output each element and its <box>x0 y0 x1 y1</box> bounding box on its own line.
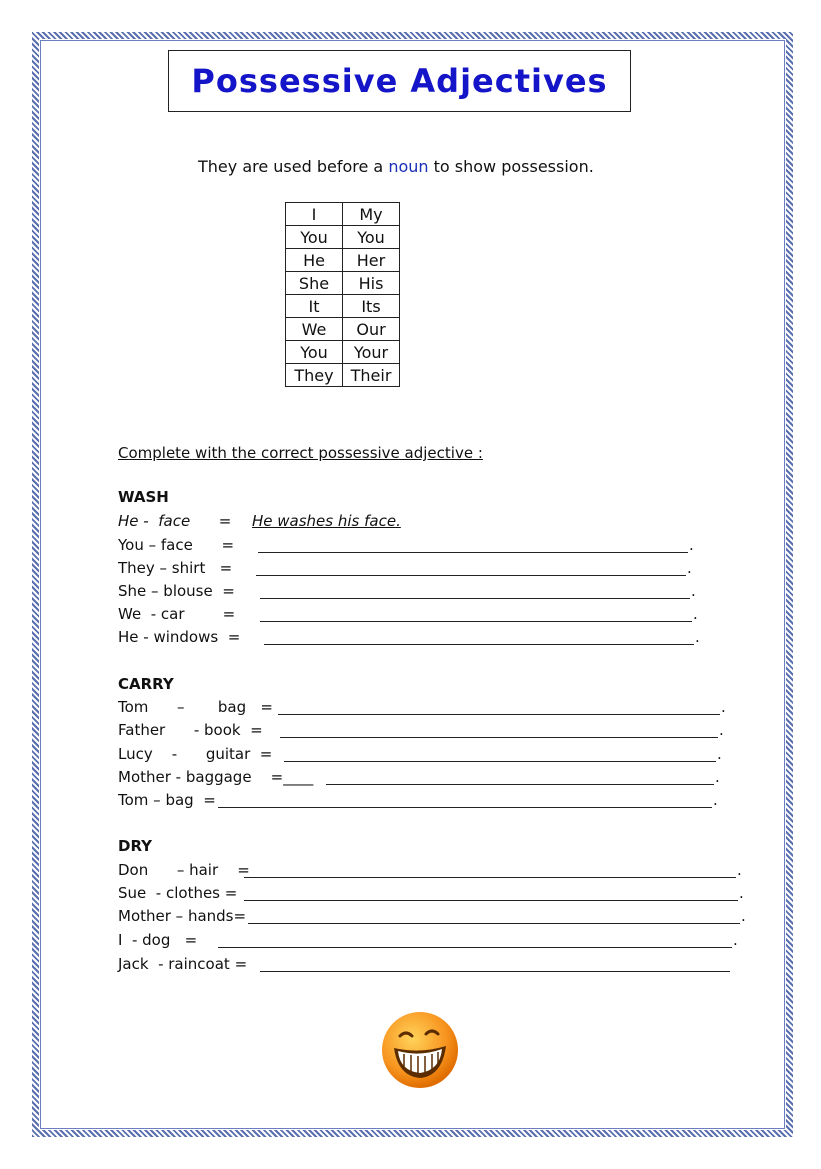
answer-line[interactable] <box>244 900 738 901</box>
exercise-prompt: Tom – bag = <box>118 698 273 716</box>
exercise-prompt: Sue - clothes = <box>118 884 238 902</box>
example-answer: He washes his face. <box>252 512 401 530</box>
table-row <box>286 364 400 387</box>
answer-line[interactable] <box>258 552 688 553</box>
table-row <box>286 272 400 295</box>
table-row <box>286 226 400 249</box>
answer-line[interactable] <box>326 784 714 785</box>
answer-line[interactable] <box>218 947 732 948</box>
exercise-prompt: He - windows = <box>118 628 241 646</box>
answer-line[interactable] <box>256 575 686 576</box>
table-cell: You <box>343 226 400 249</box>
table-cell: I <box>286 203 343 226</box>
answer-line[interactable] <box>264 644 694 645</box>
table-cell: She <box>286 272 343 295</box>
answer-line[interactable] <box>248 923 740 924</box>
title-box <box>168 50 631 112</box>
exercise-prompt: They – shirt = <box>118 559 233 577</box>
section-heading-dry: DRY <box>118 837 153 855</box>
exercise-prompt: Tom – bag = <box>118 791 216 809</box>
answer-line[interactable] <box>260 621 692 622</box>
section-heading-wash: WASH <box>118 488 169 506</box>
intro-after: to show possession. <box>428 157 594 176</box>
answer-line[interactable] <box>218 807 712 808</box>
answer-line[interactable] <box>260 598 690 599</box>
table-cell: Her <box>343 249 400 272</box>
grinning-face-icon <box>380 1010 460 1090</box>
table-row <box>286 249 400 272</box>
table-cell: It <box>286 295 343 318</box>
table-cell: He <box>286 249 343 272</box>
exercise-prompt: Mother - baggage =____ <box>118 768 314 786</box>
exercise-prompt: Father - book = <box>118 721 263 739</box>
section-heading-carry: CARRY <box>118 675 174 693</box>
table-cell: My <box>343 203 400 226</box>
exercise-prompt: Mother – hands= <box>118 907 247 925</box>
table-cell: Its <box>343 295 400 318</box>
intro-highlight-noun: noun <box>388 157 429 176</box>
table-cell: They <box>286 364 343 387</box>
answer-line[interactable] <box>244 877 736 878</box>
table-cell: You <box>286 341 343 364</box>
page-title: Possessive Adjectives <box>191 62 608 100</box>
answer-line[interactable] <box>278 714 720 715</box>
exercise-prompt: I - dog = <box>118 931 198 949</box>
table-cell: Their <box>343 364 400 387</box>
table-cell: You <box>286 226 343 249</box>
intro-sentence <box>198 157 594 176</box>
table-cell: We <box>286 318 343 341</box>
exercise-instruction: Complete with the correct possessive adjective : <box>118 444 483 462</box>
table-cell: His <box>343 272 400 295</box>
exercise-prompt: Lucy - guitar = <box>118 745 273 763</box>
answer-line[interactable] <box>280 737 718 738</box>
exercise-prompt: She – blouse = <box>118 582 235 600</box>
pronoun-table <box>285 202 400 387</box>
table-cell: Your <box>343 341 400 364</box>
exercise-prompt: We - car = <box>118 605 236 623</box>
answer-line[interactable] <box>260 971 730 972</box>
intro-before: They are used before a <box>198 157 389 176</box>
exercise-prompt: Don – hair = <box>118 861 250 879</box>
example-prompt: He - face = <box>118 512 232 530</box>
table-cell: Our <box>343 318 400 341</box>
table-row <box>286 203 400 226</box>
table-row <box>286 295 400 318</box>
answer-line[interactable] <box>284 761 716 762</box>
table-row <box>286 341 400 364</box>
exercise-prompt: Jack - raincoat = <box>118 955 248 973</box>
table-row <box>286 318 400 341</box>
exercise-prompt: You – face = <box>118 536 235 554</box>
